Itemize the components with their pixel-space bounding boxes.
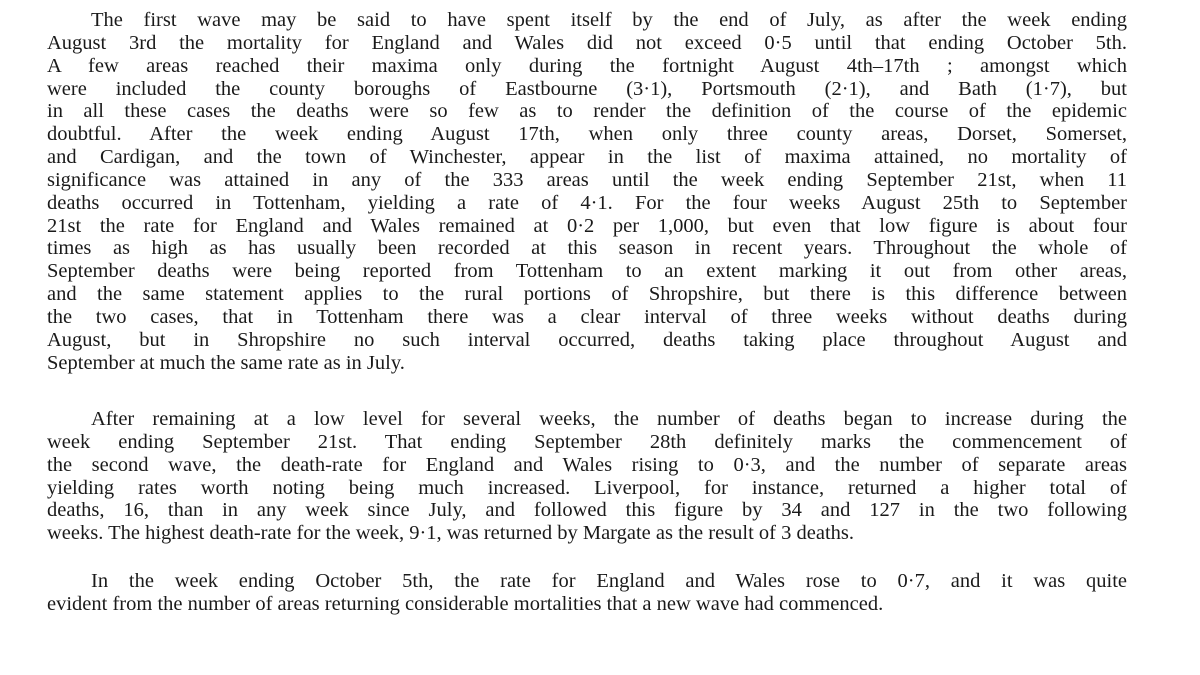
paragraph-3 xyxy=(47,570,1127,616)
text-line: were included the county boroughs of Eastbourne (3·1), Portsmouth (2·1), and Bath (1·7), but xyxy=(47,77,1127,100)
text-line: August 3rd the mortality for England and Wales did not exceed 0·5 until that ending October 5th. xyxy=(47,31,1127,54)
text-line: doubtful. After the week ending August 17th, when only three county areas, Dorset, Somerset, xyxy=(47,123,1127,146)
text-line: in all these cases the deaths were so few as to render the definition of the course of the epidemic xyxy=(47,100,1127,123)
text-line: and the same statement applies to the rural portions of Shropshire, but there is this difference between xyxy=(47,283,1127,306)
text-line: evident from the number of areas returning considerable mortalities that a new wave had commenced. xyxy=(47,592,884,615)
text-line: weeks. The highest death-rate for the week, 9·1, was returned by Margate as the result of 3 deaths. xyxy=(47,522,855,545)
text-line: times as high as has usually been recorded at this season in recent years. Throughout the whole of xyxy=(47,237,1127,260)
text-line: After remaining at a low level for several weeks, the number of deaths began to increase during the xyxy=(91,408,1127,430)
text-line: deaths, 16, than in any week since July, and followed this figure by 34 and 127 in the two following xyxy=(47,499,1127,522)
text-line: the two cases, that in Tottenham there was a clear interval of three weeks without deaths during xyxy=(47,305,1127,328)
text-line: 21st the rate for England and Wales remained at 0·2 per 1,000, but even that low figure is about four xyxy=(47,214,1127,237)
paragraph-2 xyxy=(47,408,1127,545)
text-line: the second wave, the death-rate for England and Wales rising to 0·3, and the number of separate areas xyxy=(47,453,1127,476)
text-line: September at much the same rate as in July. xyxy=(47,351,405,374)
text-line: deaths occurred in Tottenham, yielding a rate of 4·1. For the four weeks August 25th to September xyxy=(47,191,1127,214)
text-line: The first wave may be said to have spent itself by the end of July, as after the week ending xyxy=(91,9,1127,31)
text-line: week ending September 21st. That ending September 28th definitely marks the commencement of xyxy=(47,430,1127,453)
text-line: September deaths were being reported from Tottenham to an extent marking it out from other areas, xyxy=(47,260,1127,283)
paragraph-1 xyxy=(47,9,1127,375)
text-line: A few areas reached their maxima only during the fortnight August 4th–17th ; amongst which xyxy=(47,54,1127,77)
text-line: significance was attained in any of the 333 areas until the week ending September 21st, when 11 xyxy=(47,168,1127,191)
text-line: In the week ending October 5th, the rate for England and Wales rose to 0·7, and it was quite xyxy=(91,570,1127,592)
text-line: and Cardigan, and the town of Winchester, appear in the list of maxima attained, no mortality of xyxy=(47,146,1127,169)
text-line: August, but in Shropshire no such interval occurred, deaths taking place throughout August and xyxy=(47,328,1127,351)
text-line: yielding rates worth noting being much increased. Liverpool, for instance, returned a higher total of xyxy=(47,476,1127,499)
